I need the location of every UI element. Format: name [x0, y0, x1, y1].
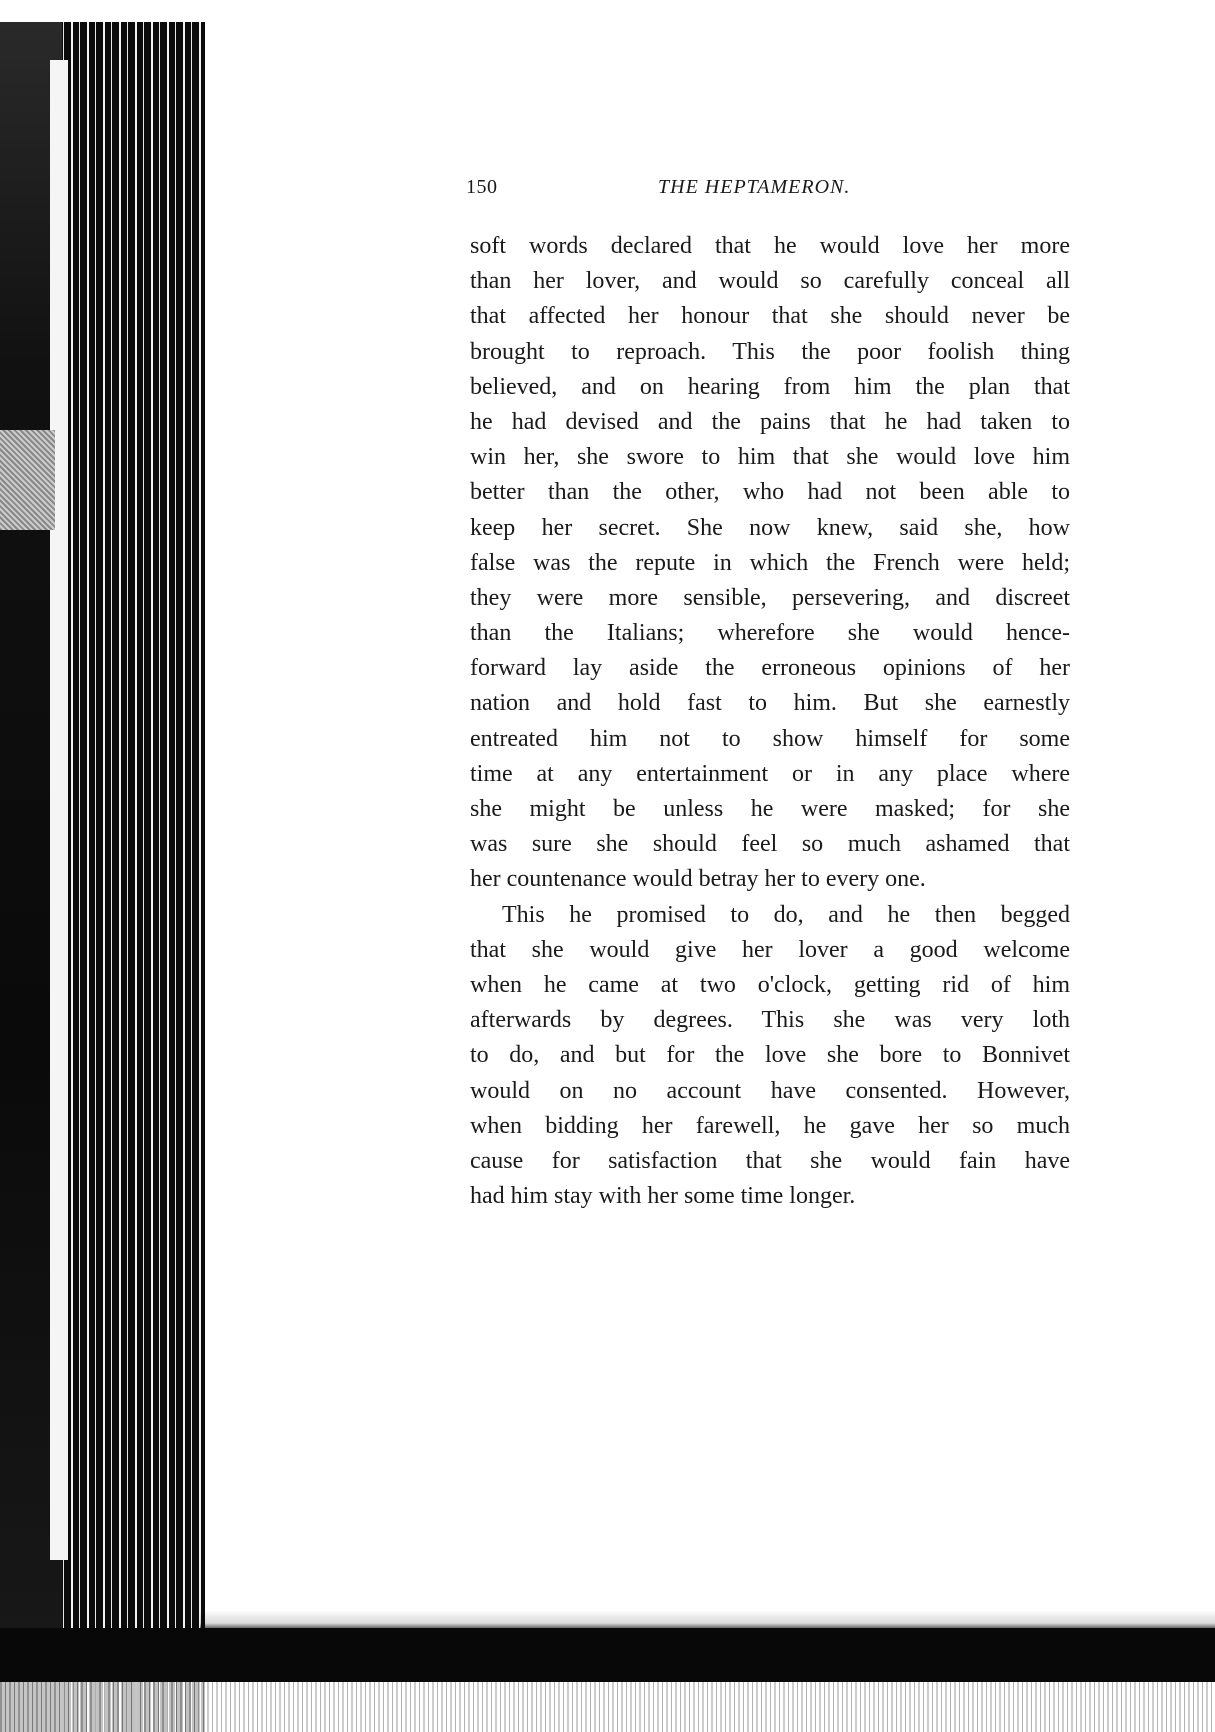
text-line: was sure she should feel so much ashamed that — [470, 831, 1070, 858]
text-line: brought to reproach. This the poor foolish thing — [470, 338, 1070, 365]
text-line: soft words declared that he would love her more — [470, 233, 1070, 259]
text-line: cause for satisfaction that she would fain have — [470, 1147, 1070, 1174]
text-line: her countenance would betray her to every one. — [470, 866, 926, 893]
text-line: when bidding her farewell, he gave her so much — [470, 1112, 1070, 1139]
text-line: he had devised and the pains that he had taken to — [470, 408, 1070, 435]
bottom-scan-band — [0, 1628, 1215, 1682]
text-line: they were more sensible, persevering, and discreet — [470, 584, 1070, 611]
text-line: when he came at two o'clock, getting rid of him — [470, 971, 1070, 998]
text-line: than her lover, and would so carefully conceal all — [470, 268, 1070, 295]
text-line: better than the other, who had not been able to — [470, 479, 1070, 506]
page-number: 150 — [466, 176, 498, 198]
text-line: that she would give her lover a good welcome — [470, 936, 1070, 963]
text-line: she might be unless he were masked; for she — [470, 796, 1070, 822]
text-line: nation and hold fast to him. But she earnestly — [470, 690, 1070, 717]
text-line: afterwards by degrees. This she was very loth — [470, 1007, 1070, 1034]
text-line: win her, she swore to him that she would love him — [470, 444, 1070, 471]
text-line: would on no account have consented. However, — [470, 1077, 1070, 1104]
text-line: This he promised to do, and he then begged — [502, 901, 1070, 928]
text-line: believed, and on hearing from him the plan that — [470, 373, 1070, 400]
text-line: that affected her honour that she should never be — [470, 303, 1070, 330]
text-line: forward lay aside the erroneous opinions of her — [470, 655, 1070, 682]
page-header — [466, 176, 1070, 206]
text-line: keep her secret. She now knew, said she, how — [470, 514, 1070, 541]
body-text — [470, 229, 1070, 1214]
text-line: time at any entertainment or in any place where — [470, 760, 1070, 787]
text-line: than the Italians; wherefore she would hence- — [470, 620, 1070, 647]
paragraph — [470, 229, 1070, 898]
running-head: THE HEPTAMERON. — [658, 176, 851, 198]
text-line: had him stay with her some time longer. — [470, 1183, 856, 1210]
scan-noise-patch — [0, 430, 55, 530]
paragraph — [470, 898, 1070, 1215]
bottom-scan-noise — [0, 1682, 1215, 1732]
text-line: false was the repute in which the French were held; — [470, 549, 1070, 576]
text-line: entreated him not to show himself for some — [470, 725, 1070, 752]
text-line: to do, and but for the love she bore to Bonnivet — [470, 1042, 1070, 1069]
page-edge-highlight — [50, 60, 68, 1560]
